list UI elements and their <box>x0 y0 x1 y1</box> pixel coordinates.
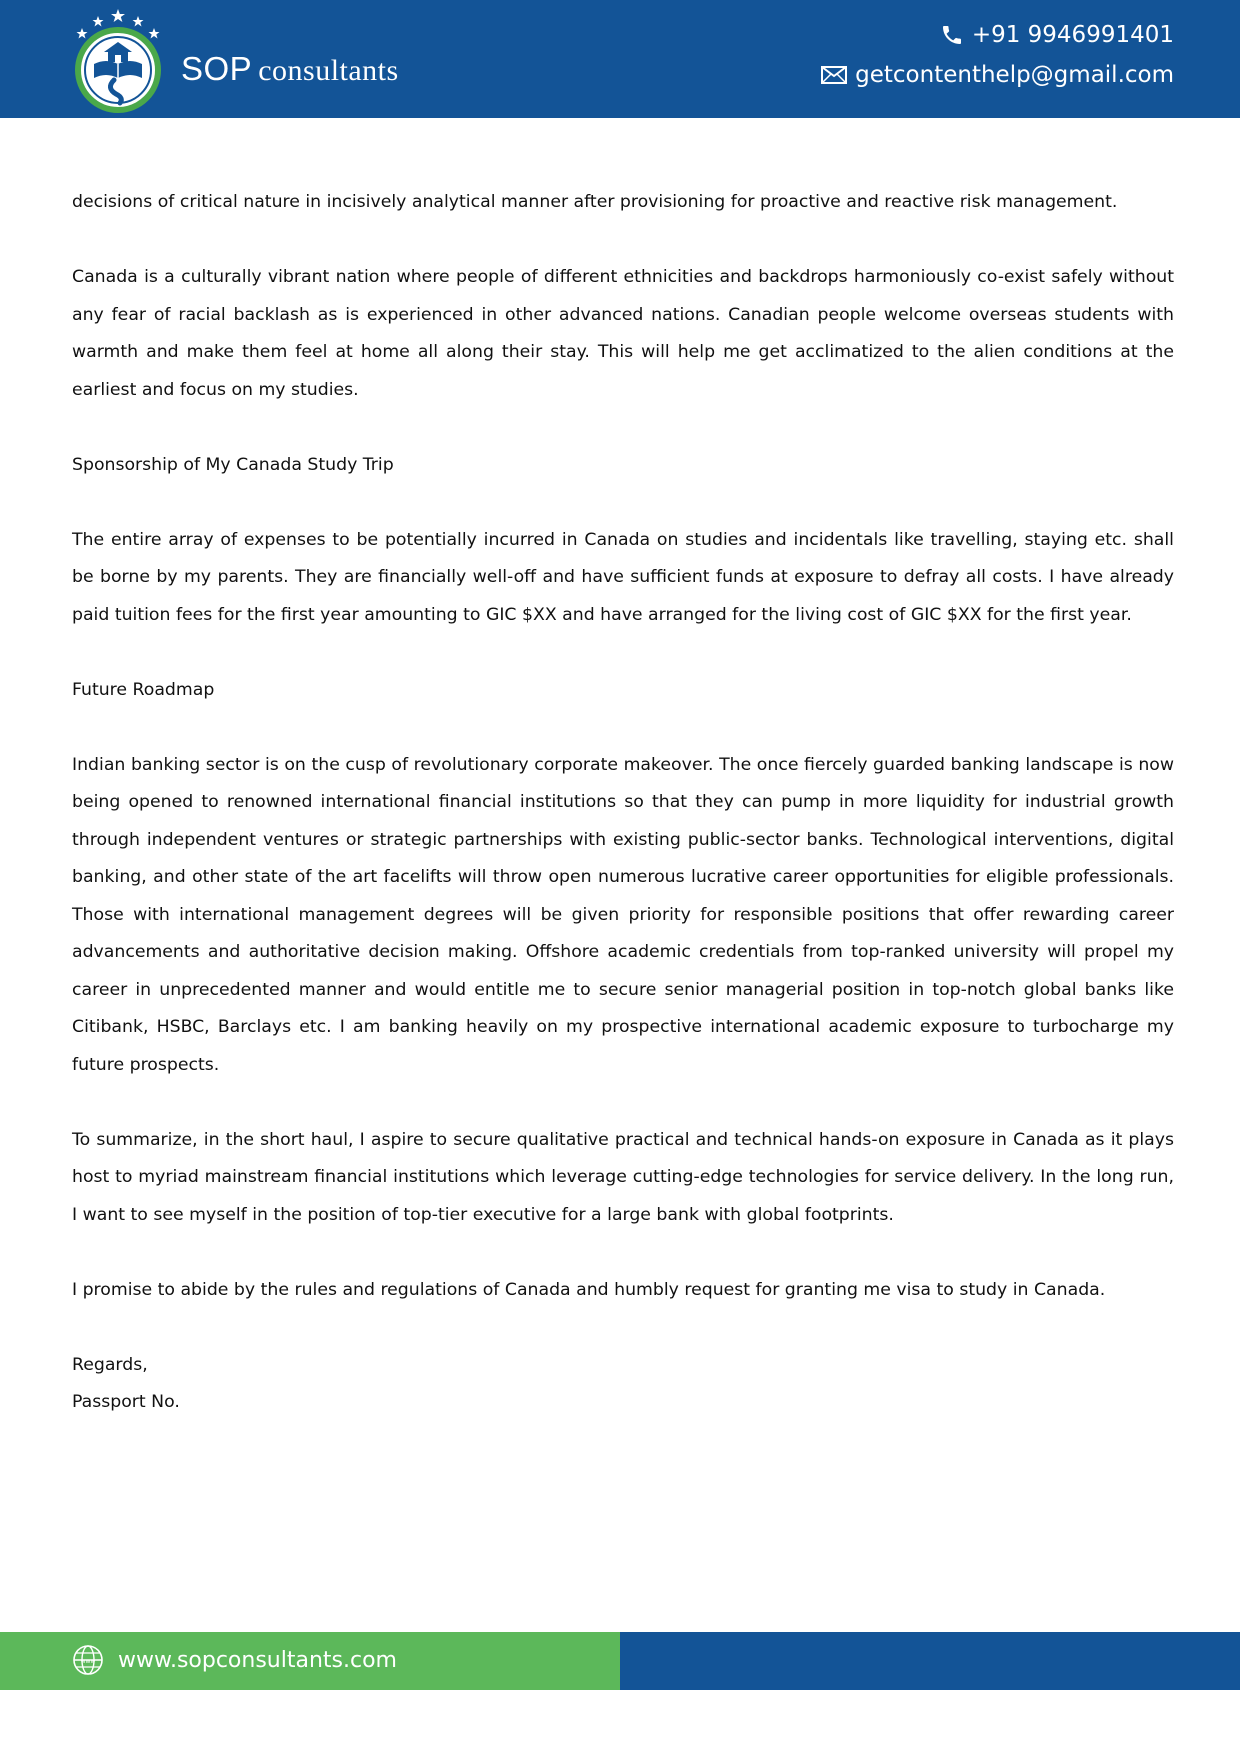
globe-icon <box>72 1644 104 1676</box>
paragraph: Canada is a culturally vibrant nation where people of different ethnicities and backdrops harmoniously co-exist safely without any fear of racial backlash as is experienced in other advanced nations. Canadian people welcome overseas students with warmth and make them feel at home all along their stay. This will help me get acclimatized to the alien conditions at the earliest and focus on my studies. <box>72 267 1174 400</box>
paragraph: Indian banking sector is on the cusp of revolutionary corporate makeover. The once fiercely guarded banking landscape is now being opened to renowned international financial institutions so that they can pump in more liquidity for industrial growth through independent ventures or strategic partnerships with existing public-sector banks. Technological interventions, digital banking, and other state of the art facelifts will throw open numerous lucrative career opportunities for eligible professionals. Those with international management degrees will be given priority for responsible positions that offer rewarding career advancements and authoritative decision making. Offshore academic credentials from top-ranked university will propel my career in unprecedented manner and would entitle me to secure senior managerial position in top-notch global banks like Citibank, HSBC, Barclays etc. I am banking heavily on my prospective international academic exposure to turbocharge my future prospects. <box>72 754 1174 1075</box>
section-heading: Future Roadmap <box>72 679 215 700</box>
passport-line: Passport No. <box>72 1392 180 1412</box>
brand-suffix: consultants <box>258 54 399 87</box>
section-heading: Sponsorship of My Canada Study Trip <box>72 454 394 475</box>
paragraph: The entire array of expenses to be potentially incurred in Canada on studies and incidentals like travelling, staying etc. shall be borne by my parents. They are financially well-off and have sufficient funds at exposure to defray all costs. I have already paid tuition fees for the first year amounting to GIC $XX and have arranged for the living cost of GIC $XX for the first year. <box>72 529 1174 625</box>
paragraph: I promise to abide by the rules and regulations of Canada and humbly request for granting me visa to study in Canada. <box>72 1279 1106 1300</box>
brand-prefix: SOP <box>181 50 253 87</box>
paragraph: To summarize, in the short haul, I aspire to secure qualitative practical and technical hands-on exposure in Canada as it plays host to myriad mainstream financial institutions which leverage cutting-edge technologies for service delivery. In the long run, I want to see myself in the position of top-tier executive for a large bank with global footprints. <box>72 1129 1174 1225</box>
email-address: getcontenthelp@gmail.com <box>855 62 1174 88</box>
phone-link[interactable] <box>940 22 1174 48</box>
logo-emblem-icon <box>70 6 166 114</box>
envelope-icon <box>821 65 847 85</box>
logo <box>70 6 166 114</box>
brand-name <box>181 50 399 88</box>
closing: Regards, <box>72 1354 148 1375</box>
svg-text:www: www <box>80 1658 96 1665</box>
website-link[interactable] <box>72 1644 397 1676</box>
email-link[interactable] <box>821 62 1174 88</box>
letter-body <box>72 184 1174 1422</box>
page-header <box>0 0 1240 118</box>
footer-right-band <box>620 1632 1240 1690</box>
phone-icon <box>940 23 964 47</box>
paragraph: decisions of critical nature in incisively analytical manner after provisioning for proactive and reactive risk management. <box>72 192 1118 212</box>
website-url: www.sopconsultants.com <box>118 1647 397 1673</box>
phone-number: +91 9946991401 <box>971 22 1174 48</box>
